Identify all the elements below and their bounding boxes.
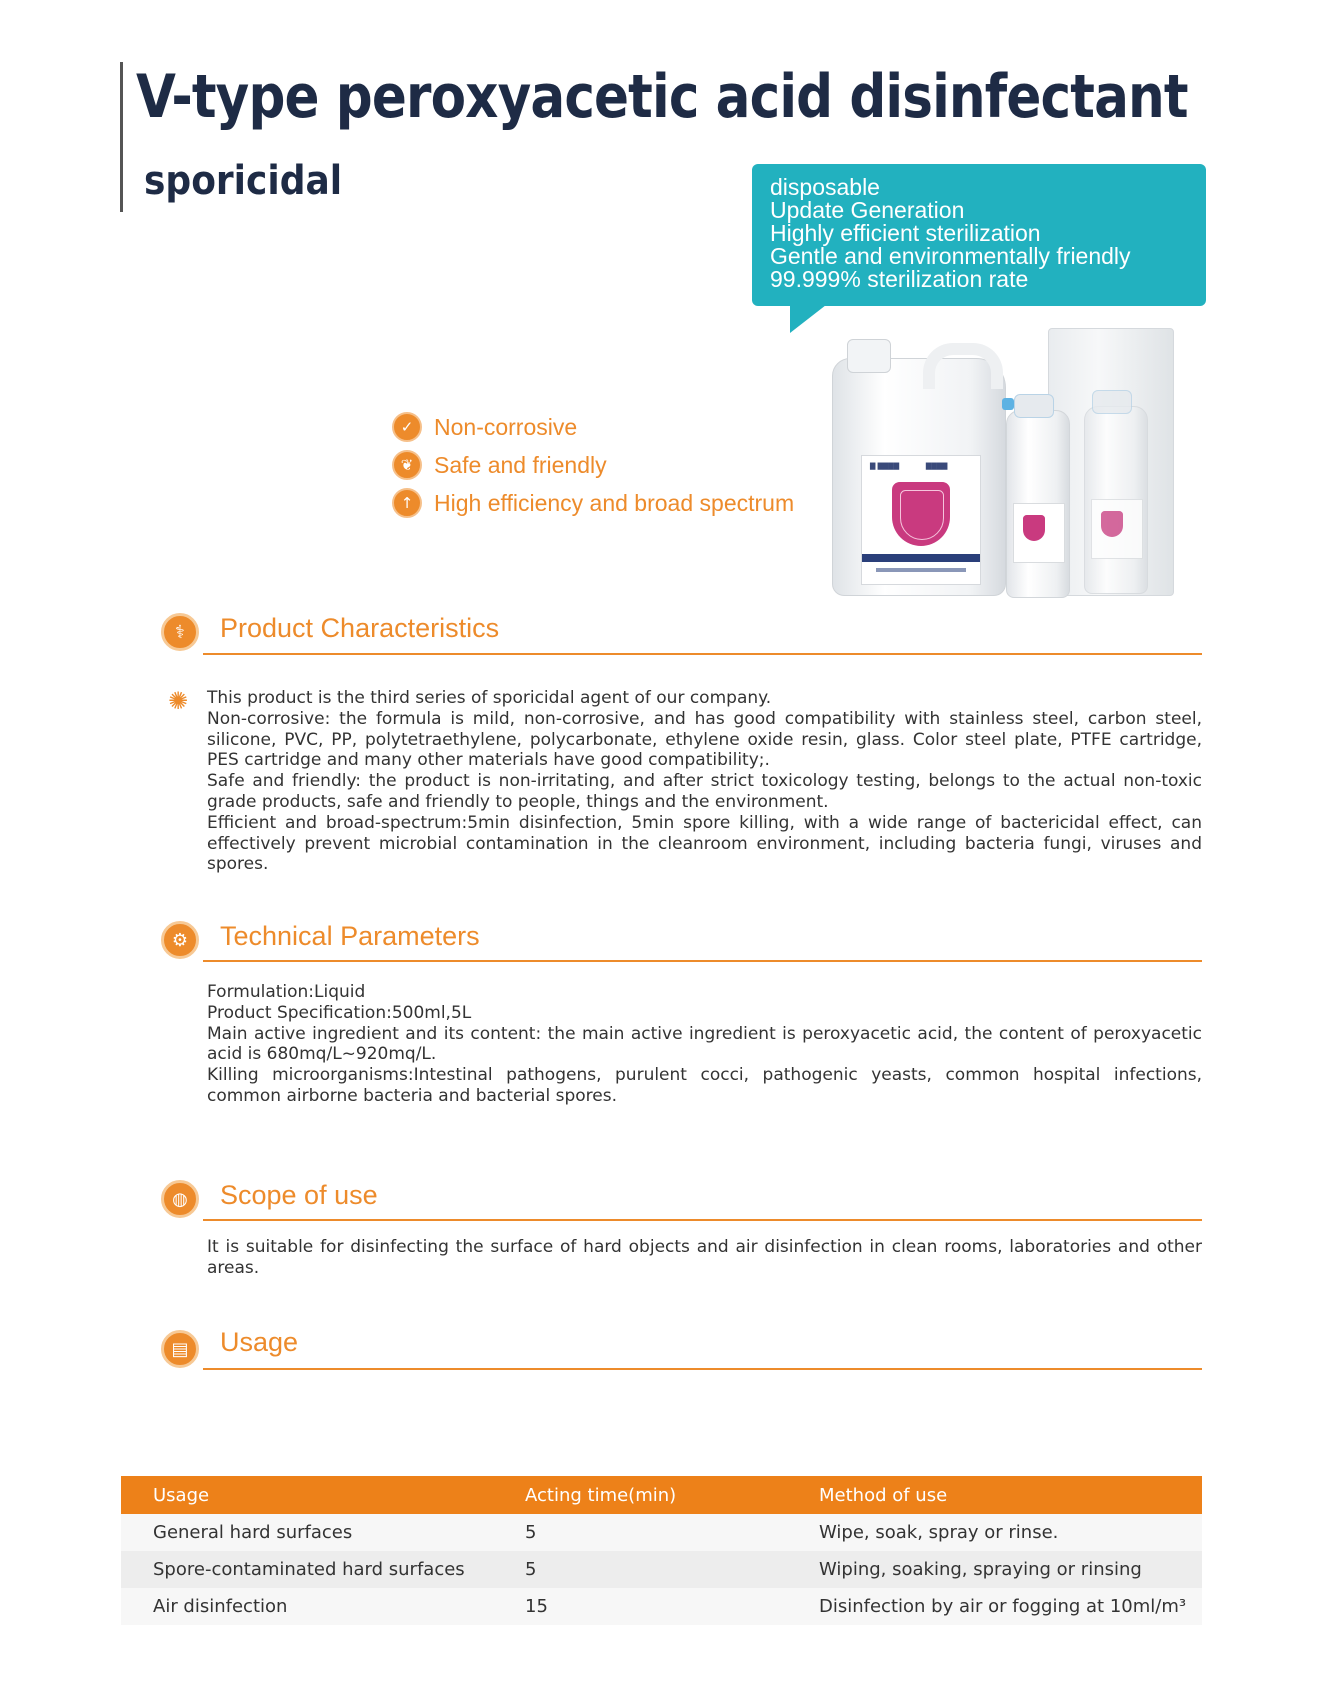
table-cell: Air disinfection	[121, 1588, 493, 1625]
product-label	[861, 455, 981, 585]
table-header-cell: Usage	[121, 1476, 493, 1514]
label-stripe	[862, 554, 980, 562]
section-divider	[203, 1368, 1202, 1370]
jug-container	[832, 358, 1006, 596]
page-title: V-type peroxyacetic acid disinfectant	[136, 62, 1188, 132]
characteristics-line: Safe and friendly: the product is non-irritating, and after strict toxicology testing, belongs to the actual non-toxic grade products, safe and friendly to people, things and the environment.	[207, 771, 1202, 812]
document-icon: ▤	[161, 1330, 199, 1368]
characteristics-icon: ⚕	[161, 613, 199, 651]
page-subtitle: sporicidal	[144, 158, 343, 204]
label-footer	[876, 568, 966, 572]
bubble-line: Gentle and environmentally friendly	[770, 243, 1131, 269]
up-arrow-icon: ↑	[392, 488, 422, 518]
brand-shield-logo	[892, 482, 950, 546]
feature-item	[392, 484, 794, 522]
technical-line: Formulation:Liquid	[207, 982, 366, 1002]
table-cell: Wiping, soaking, spraying or rinsing	[787, 1551, 1202, 1588]
feature-item	[392, 408, 794, 446]
feature-list	[392, 408, 794, 522]
jug-cap	[847, 339, 891, 373]
section-divider	[203, 653, 1202, 655]
gears-icon: ⚙	[161, 921, 199, 959]
spray-bottle	[1006, 410, 1070, 598]
bottle-shield-logo	[1023, 515, 1045, 541]
leaf-icon: ❦	[392, 450, 422, 480]
feature-item	[392, 446, 794, 484]
shield-check-icon: ✓	[392, 412, 422, 442]
bubble-tail	[790, 305, 826, 333]
characteristics-line: Non-corrosive: the formula is mild, non-corrosive, and has good compatibility with stainless steel, carbon steel, silicone, PVC, PP, polytetraethylene, polycarbonate, ethylene oxide resin, glass. Color steel plate, PTFE cartridge, PES cartridge and many other materials have good compatibility;.	[207, 708, 1202, 771]
characteristics-line: Efficient and broad-spectrum:5min disinfection, 5min spore killing, with a wide range of bactericidal effect, can effectively prevent microbial contamination in the cleanroom environment, including bacteria fungi, viruses and spores.	[207, 812, 1202, 875]
table-row	[121, 1551, 1202, 1588]
bubble-line: Update Generation	[770, 197, 965, 223]
bubble-line: disposable	[770, 174, 880, 200]
table-cell: Spore-contaminated hard surfaces	[121, 1551, 493, 1588]
bubble-line: Highly efficient sterilization	[770, 220, 1041, 246]
feature-label: High efficiency and broad spectrum	[434, 489, 795, 516]
shield-inner	[900, 490, 944, 540]
bottle-shield-logo	[1101, 511, 1123, 537]
spray-nozzle	[1002, 398, 1014, 410]
spray-bottle-in-bag	[1084, 406, 1148, 594]
table-cell: 15	[493, 1588, 787, 1625]
section-title-technical: Technical Parameters	[220, 921, 480, 951]
table-header-row	[121, 1476, 1202, 1514]
spray-trigger	[1014, 394, 1054, 418]
bubble-line: 99.999% sterilization rate	[770, 266, 1029, 292]
highlights-bubble	[752, 164, 1206, 306]
table-cell: Wipe, soak, spray or rinse.	[787, 1514, 1202, 1551]
section-divider	[203, 960, 1202, 962]
section-divider	[203, 1219, 1202, 1221]
technical-text	[207, 982, 1202, 1107]
product-image	[830, 328, 1180, 598]
technical-line: Main active ingredient and its content: the main active ingredient is peroxyacetic acid, the content of peroxyacetic acid is 680mq/L~920mq/L.	[207, 1023, 1202, 1065]
section-title-usage: Usage	[220, 1327, 299, 1357]
table-cell: Disinfection by air or fogging at 10ml/m³	[787, 1588, 1202, 1625]
table-row	[121, 1588, 1202, 1625]
table-header-cell: Acting time(min)	[493, 1476, 787, 1514]
characteristics-line: This product is the third series of sporicidal agent of our company.	[207, 688, 772, 708]
feature-label: Safe and friendly	[434, 451, 607, 478]
usage-table	[121, 1476, 1202, 1625]
table-cell: General hard surfaces	[121, 1514, 493, 1551]
feature-label: Non-corrosive	[434, 413, 578, 440]
table-cell: 5	[493, 1514, 787, 1551]
table-cell: 5	[493, 1551, 787, 1588]
table-header-cell: Method of use	[787, 1476, 1202, 1514]
scope-text: It is suitable for disinfecting the surface of hard objects and air disinfection in clean rooms, laboratories and other areas.	[207, 1237, 1202, 1278]
technical-line: Product Specification:500ml,5L	[207, 1002, 472, 1023]
sun-bullet-icon: ✺	[168, 687, 189, 715]
title-accent-bar	[120, 62, 123, 212]
globe-icon: ◍	[161, 1180, 199, 1218]
characteristics-text	[207, 688, 1202, 875]
label-brand: ▇ ▇▇▇▇ ▇▇▇▇	[870, 462, 948, 470]
section-title-characteristics: Product Characteristics	[220, 613, 500, 643]
table-row	[121, 1514, 1202, 1551]
spray-trigger	[1092, 390, 1132, 414]
technical-line: Killing microorganisms:Intestinal pathogens, purulent cocci, pathogenic yeasts, common hospital infections, common airborne bacteria and bacterial spores.	[207, 1065, 1202, 1106]
section-title-scope: Scope of use	[220, 1180, 378, 1210]
jug-handle	[923, 343, 1003, 389]
